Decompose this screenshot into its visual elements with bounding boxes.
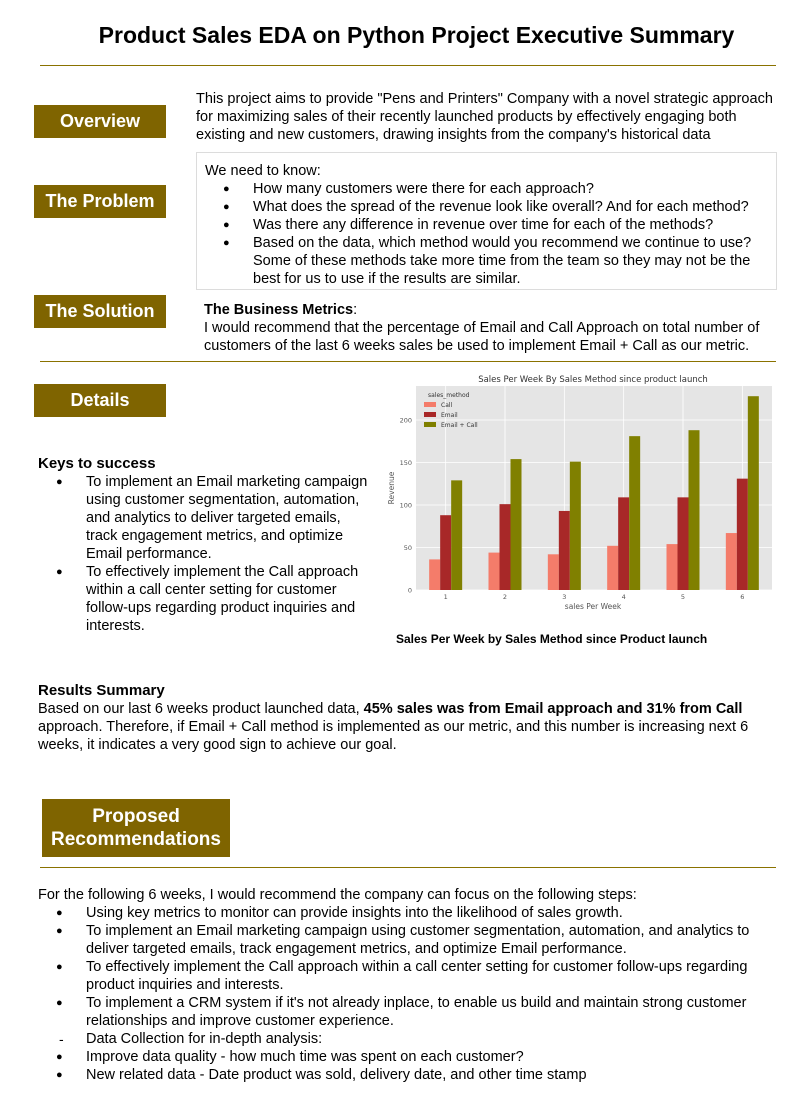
chart-caption: Sales Per Week by Sales Method since Product launch: [396, 632, 708, 646]
legend-swatch: [424, 402, 436, 407]
bar-call-week-5: [667, 544, 678, 590]
keys-heading: Keys to success: [38, 455, 156, 472]
title-divider: [40, 65, 776, 66]
list-item: ● Improve data quality - how much time was spent on each customer?: [38, 1048, 778, 1066]
problem-label: The Problem: [34, 185, 166, 218]
plot-area: [416, 386, 772, 590]
x-axis-label: sales Per Week: [564, 602, 622, 611]
legend-swatch: [424, 422, 436, 427]
list-item: ● To implement an Email marketing campaign using customer segmentation, automation, and analytics to deliver targeted emails, track engagement metrics, and optimize Email performance.: [38, 922, 778, 958]
legend-label: Call: [441, 402, 453, 409]
y-tick-label: 150: [399, 459, 412, 467]
x-tick-label: 5: [680, 593, 686, 601]
recommendations-list: [38, 904, 778, 1084]
list-item: ● How many customers were there for each approach?: [205, 180, 768, 198]
x-tick-label: 2: [502, 593, 508, 601]
y-axis-label: Revenue: [387, 471, 396, 505]
chart-title: Sales Per Week By Sales Method since product launch: [478, 375, 708, 385]
results-text-post: approach. Therefore, if Email + Call method is implemented as our metric, and this number is increasing next 6 weeks, it indicates a very good sign to achieve our goal.: [38, 719, 749, 753]
bar-email-week-4: [618, 497, 629, 590]
solution-text: I would recommend that the percentage of Email and Call Approach on total number of customers of the last 6 weeks sales be used to implement Email + Call as our metric.: [204, 320, 760, 354]
list-item: ● To implement a CRM system if it's not already inplace, to enable us build and maintain strong customer relationships and improve customer experience.: [38, 994, 778, 1030]
x-tick-label: 6: [740, 593, 745, 601]
list-item: ● What does the spread of the revenue look like overall? And for each method?: [205, 198, 768, 216]
legend-title: sales_method: [428, 392, 470, 399]
keys-block: [38, 473, 373, 635]
details-label: Details: [34, 384, 166, 417]
problem-list: [205, 180, 768, 288]
list-item: ● Using key metrics to monitor can provide insights into the likelihood of sales growth.: [38, 904, 778, 922]
bar-email-call-week-6: [748, 396, 759, 590]
bar-call-week-4: [607, 546, 618, 590]
results-heading: Results Summary: [38, 682, 165, 699]
solution-divider: [40, 361, 776, 362]
legend-label: Email + Call: [441, 422, 478, 429]
list-item: - Data Collection for in-depth analysis:: [38, 1030, 778, 1048]
bar-email-call-week-4: [629, 436, 640, 590]
legend-swatch: [424, 412, 436, 417]
results-text-pre: Based on our last 6 weeks product launched data,: [38, 701, 364, 717]
y-tick-label: 50: [403, 544, 412, 552]
results-text-bold: 45% sales was from Email approach and 31% from Call: [363, 701, 743, 717]
recommendations-label: Proposed Recommendations: [42, 799, 230, 857]
x-tick-label: 4: [621, 593, 626, 601]
problem-intro: We need to know:: [205, 163, 321, 179]
list-item: ● New related data - Date product was sold, delivery date, and other time stamp: [38, 1066, 778, 1084]
bar-call-week-3: [548, 554, 559, 590]
list-item: ● Based on the data, which method would you recommend we continue to use? Some of these methods take more time from the team so they may not be the best for us to use if the results are similar.: [205, 234, 768, 288]
bar-call-week-6: [726, 533, 737, 590]
solution-heading-suffix: :: [353, 302, 358, 318]
list-item: ● To effectively implement the Call approach within a call center setting for customer follow-ups regarding product inquiries and interests.: [38, 958, 778, 994]
bar-email-week-3: [559, 511, 570, 590]
bar-call-week-2: [489, 553, 500, 590]
legend-label: Email: [441, 412, 458, 419]
bar-email-week-6: [737, 479, 748, 590]
bar-email-call-week-1: [451, 480, 462, 590]
bar-call-week-1: [429, 559, 440, 590]
bar-email-week-5: [678, 497, 689, 590]
bar-email-week-2: [500, 504, 511, 590]
list-item: ● Was there any difference in revenue over time for each of the methods?: [205, 216, 768, 234]
solution-label: The Solution: [34, 295, 166, 328]
keys-list: [38, 473, 373, 635]
y-tick-label: 0: [407, 586, 412, 595]
problem-panel: [196, 152, 777, 290]
solution-text-block: [204, 301, 779, 355]
solution-heading: The Business Metrics: [204, 302, 354, 318]
bar-email-call-week-2: [511, 459, 522, 590]
y-axis-ticks: [400, 417, 412, 595]
recommendations-divider: [40, 867, 776, 868]
sales-chart: [380, 368, 780, 616]
y-tick-label: 100: [399, 501, 412, 510]
x-tick-label: 3: [562, 593, 567, 601]
list-item: ● To implement an Email marketing campaign using customer segmentation, automation, and analytics to deliver targeted emails, track engagement metrics, and optimize Email performance.: [38, 473, 373, 563]
overview-label: Overview: [34, 105, 166, 138]
bar-email-call-week-5: [689, 430, 700, 590]
recommendations-intro: For the following 6 weeks, I would recommend the company can focus on the following steps:: [38, 887, 637, 903]
recommendations-block: [38, 886, 778, 1084]
x-axis-ticks: [444, 593, 745, 601]
bar-email-call-week-3: [570, 462, 581, 590]
overview-text: This project aims to provide "Pens and Printers" Company with a novel strategic approach for maximizing sales of their recently launched products by effectively engaging both existing and new customers, drawing insights from the company's historical data: [196, 91, 773, 143]
page-title: Product Sales EDA on Python Project Executive Summary: [98, 22, 735, 48]
x-tick-label: 1: [443, 593, 448, 601]
y-tick-label: 200: [399, 416, 412, 425]
list-item: ● To effectively implement the Call approach within a call center setting for customer follow-ups regarding product inquiries and interests.: [38, 563, 373, 635]
results-text: [38, 700, 778, 754]
bar-email-week-1: [440, 515, 451, 590]
